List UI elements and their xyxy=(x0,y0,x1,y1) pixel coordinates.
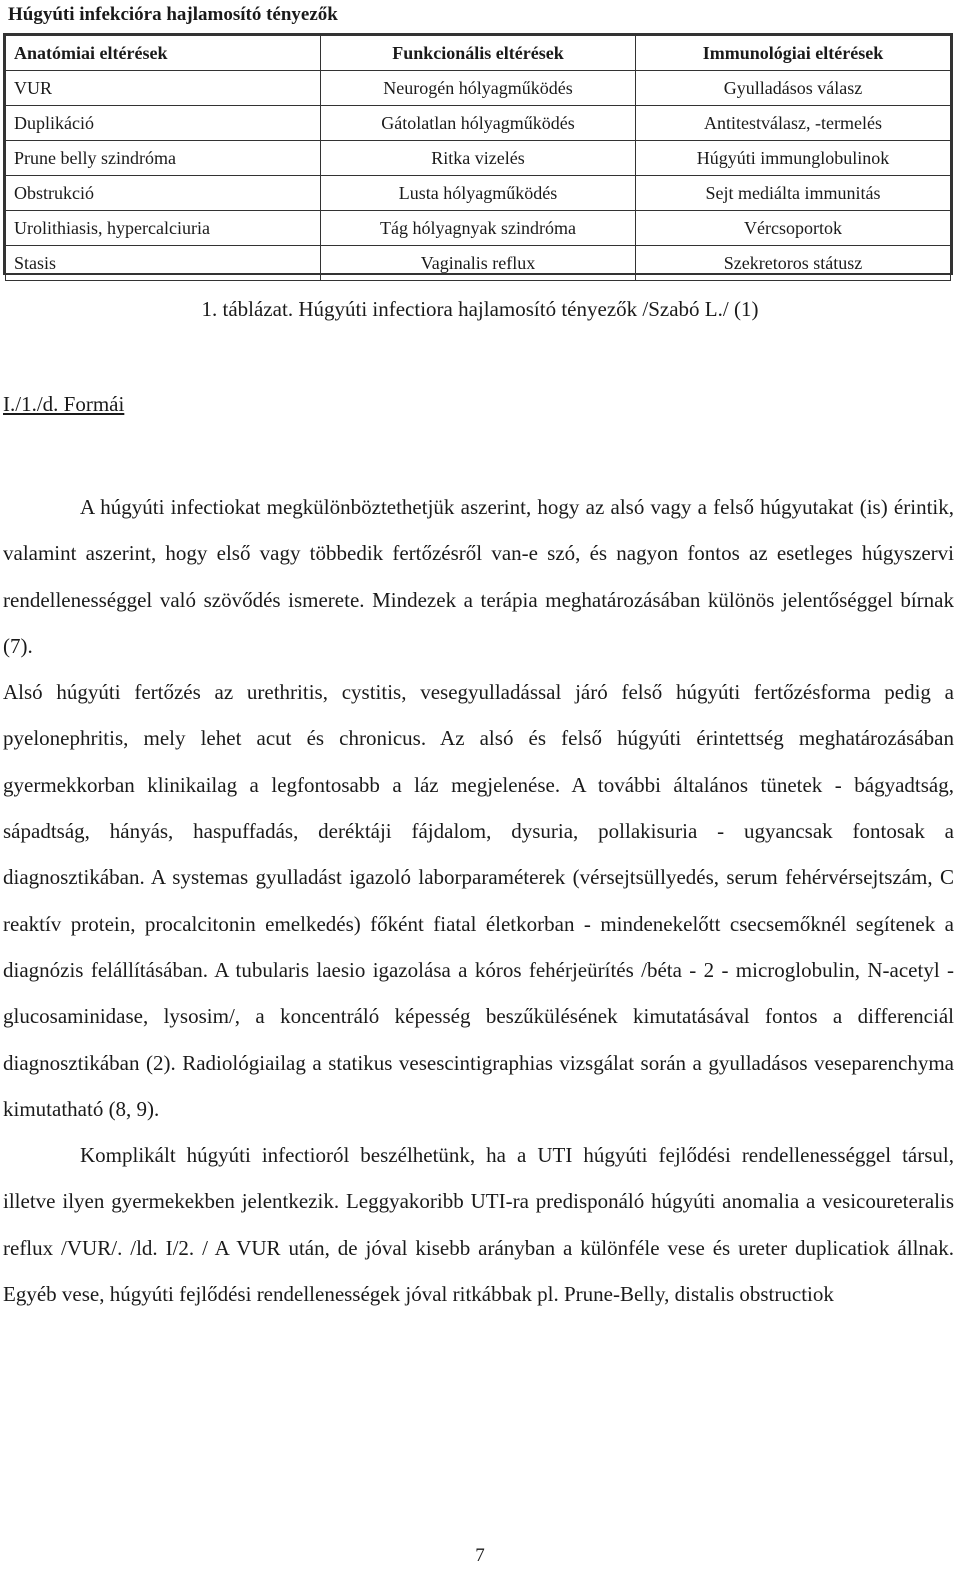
table-cell: Gyulladásos válasz xyxy=(636,71,951,106)
table-row xyxy=(6,246,951,281)
table-caption: 1. táblázat. Húgyúti infectiora hajlamosító tényezők /Szabó L./ (1) xyxy=(201,297,759,321)
table-cell: Obstrukció xyxy=(6,176,321,211)
column-header-anatomical: Anatómiai eltérések xyxy=(6,36,321,71)
table-cell: Stasis xyxy=(6,246,321,281)
column-header-immunological: Immunológiai eltérések xyxy=(636,36,951,71)
table-header-row xyxy=(6,36,951,71)
risk-factor-table xyxy=(3,33,953,275)
table-cell: Tág hólyagnyak szindróma xyxy=(321,211,636,246)
table-title: Húgyúti infekcióra hajlamosító tényezők xyxy=(8,4,338,25)
table-cell: Antitestválasz, -termelés xyxy=(636,106,951,141)
table-row xyxy=(6,71,951,106)
table-row xyxy=(6,211,951,246)
table-cell: Gátolatlan hólyagműködés xyxy=(321,106,636,141)
table-cell: Vaginalis reflux xyxy=(321,246,636,281)
page-number: 7 xyxy=(475,1545,485,1566)
table-cell: Ritka vizelés xyxy=(321,141,636,176)
table-cell: Neurogén hólyagműködés xyxy=(321,71,636,106)
table-cell: Prune belly szindróma xyxy=(6,141,321,176)
table-cell: Szekretoros státusz xyxy=(636,246,951,281)
paragraph: A húgyúti infectiokat megkülönböztethetjük aszerint, hogy az alsó vagy a felső húgyutakat (is) érintik, valamint aszerint, hogy első vagy többedik fertőzésről van-e szó, és nagyon fontos az esetleges húgyszervi rendellenességgel való szövődés ismerete. Mindezek a terápia meghatározásában különös jelentőséggel bírnak (7). xyxy=(3,495,954,658)
table-row xyxy=(6,176,951,211)
section-heading: I./1./d. Formái xyxy=(3,392,125,416)
table-row xyxy=(6,106,951,141)
paragraph: Alsó húgyúti fertőzés az urethritis, cystitis, vesegyulladással járó felső húgyúti fertőzésforma pedig a pyelonephritis, mely lehet acut és chronicus. Az alsó és felső húgyúti érintettség meghatározásában gyermekkorban klinikailag a legfontosabb a láz megjelenése. A további általános tünetek - bágyadtság, sápadtság, hányás, haspuffadás, deréktáji fájdalom, dysuria, pollakisuria - ugyancsak fontosak a diagnosztikában. A systemas gyulladást igazoló laborparaméterek (vérsejtsüllyedés, serum fehérvérsejtszám, C reaktív protein, procalcitonin emelkedés) főként fiatal életkorban - mindenekelőtt csecsemőknél segítenek a diagnózis felállításában. A tubularis laesio igazolása a kóros fehérjeürítés /béta - 2 - microglobulin, N-acetyl - glucosaminidase, lysosim/, a koncentráló képesség beszűkülésének kimutatásával fontos a differenciál diagnosztikában (2). Radiológiailag a statikus vesescintigraphias vizsgálat során a gyulladásos veseparenchyma kimutatható (8, 9). xyxy=(3,680,954,1121)
paragraph: Komplikált húgyúti infectioról beszélhetünk, ha a UTI húgyúti fejlődési rendellenességgel társul, illetve ilyen gyermekekben jelentkezik. Leggyakoribb UTI-ra predisponáló húgyúti anomalia a vesicoureteralis reflux /VUR/. /ld. I/2. / A VUR után, de jóval kisebb arányban a különféle vese és ureter duplicatiok állnak. Egyéb vese, húgyúti fejlődési rendellenességek jóval ritkábbak pl. Prune-Belly, distalis obstructiok xyxy=(3,1143,954,1307)
table-cell: Sejt mediálta immunitás xyxy=(636,176,951,211)
table-cell: Lusta hólyagműködés xyxy=(321,176,636,211)
table-cell: Húgyúti immunglobulinok xyxy=(636,141,951,176)
table-cell: Urolithiasis, hypercalciuria xyxy=(6,211,321,246)
body-text xyxy=(3,484,954,1317)
table-row xyxy=(6,141,951,176)
table-cell: Vércsoportok xyxy=(636,211,951,246)
column-header-functional: Funkcionális eltérések xyxy=(321,36,636,71)
table-cell: Duplikáció xyxy=(6,106,321,141)
table-cell: VUR xyxy=(6,71,321,106)
